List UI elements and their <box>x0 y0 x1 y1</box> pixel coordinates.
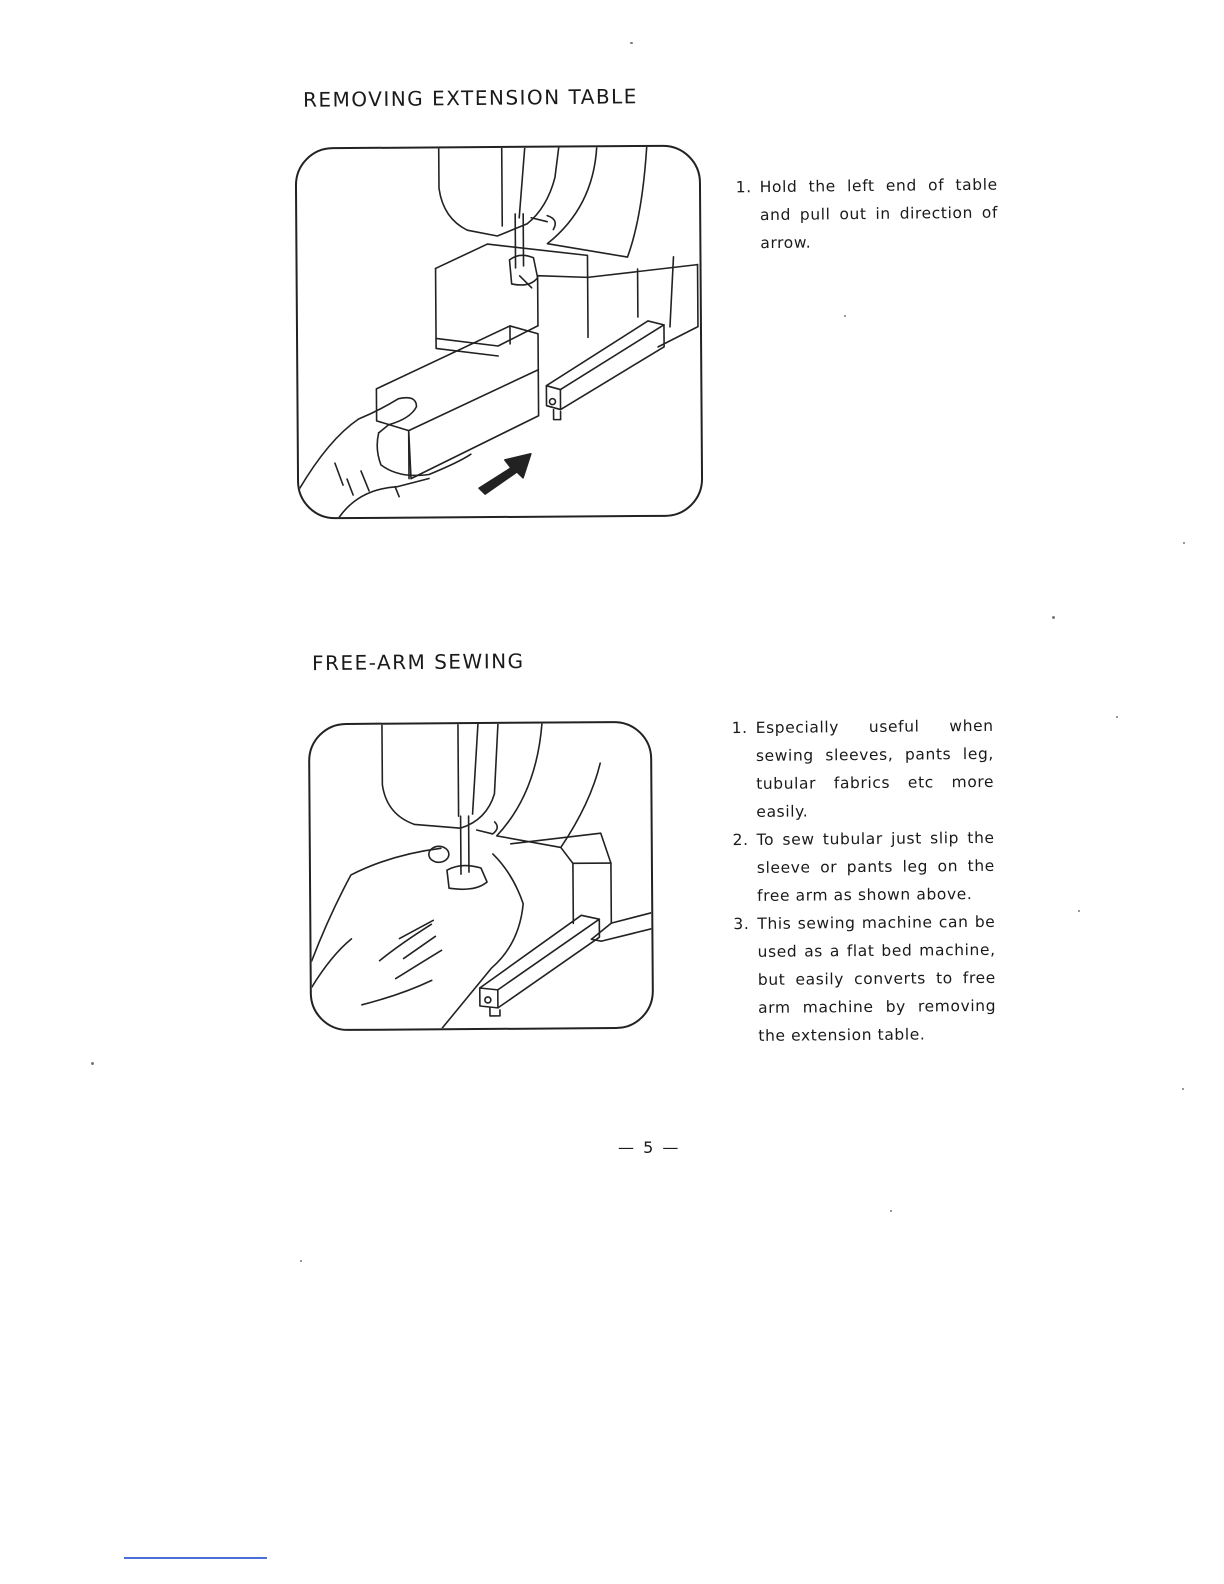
step-text: Especially useful when sewing sleeves, pants leg, tubular fabrics etc more easily. <box>755 716 995 821</box>
step-text: Hold the left end of table and pull out in direction of arrow. <box>759 175 999 253</box>
step-item <box>732 712 995 826</box>
step-number: 1. <box>735 178 752 197</box>
scan-speck <box>1183 542 1185 544</box>
scan-speck <box>300 1260 302 1262</box>
free-arm-sewing-illustration <box>308 721 654 1031</box>
free-arm-steps-list <box>732 712 997 1050</box>
step-item <box>733 824 996 910</box>
scan-speck <box>1116 716 1118 718</box>
step-item <box>733 908 996 1050</box>
section-heading-removing-extension-table: REMOVING EXTENSION TABLE <box>302 84 639 112</box>
scan-speck <box>890 1210 892 1212</box>
scan-speck <box>91 1062 94 1065</box>
scan-speck <box>630 42 633 44</box>
section-heading-free-arm-sewing: FREE-ARM SEWING <box>311 648 525 676</box>
page-number: — 5 — <box>618 1138 681 1157</box>
scan-speck <box>1052 616 1055 619</box>
hand-pulling-extension-table-illustration <box>295 145 704 520</box>
scan-speck <box>844 315 846 317</box>
scan-speck <box>1078 910 1080 912</box>
step-text: To sew tubular just slip the sleeve or pants leg on the free arm as shown above. <box>756 828 995 905</box>
step-text: This sewing machine can be used as a flat bed machine, but easily converts to free arm machine by removing the extension table. <box>757 912 997 1045</box>
scan-speck <box>1182 1088 1184 1090</box>
step-number: 2. <box>732 831 749 850</box>
step-item <box>736 171 999 258</box>
step-number: 1. <box>731 719 748 738</box>
footer-rule <box>124 1557 267 1559</box>
removing-table-steps-list <box>736 171 999 258</box>
step-number: 3. <box>733 915 750 934</box>
